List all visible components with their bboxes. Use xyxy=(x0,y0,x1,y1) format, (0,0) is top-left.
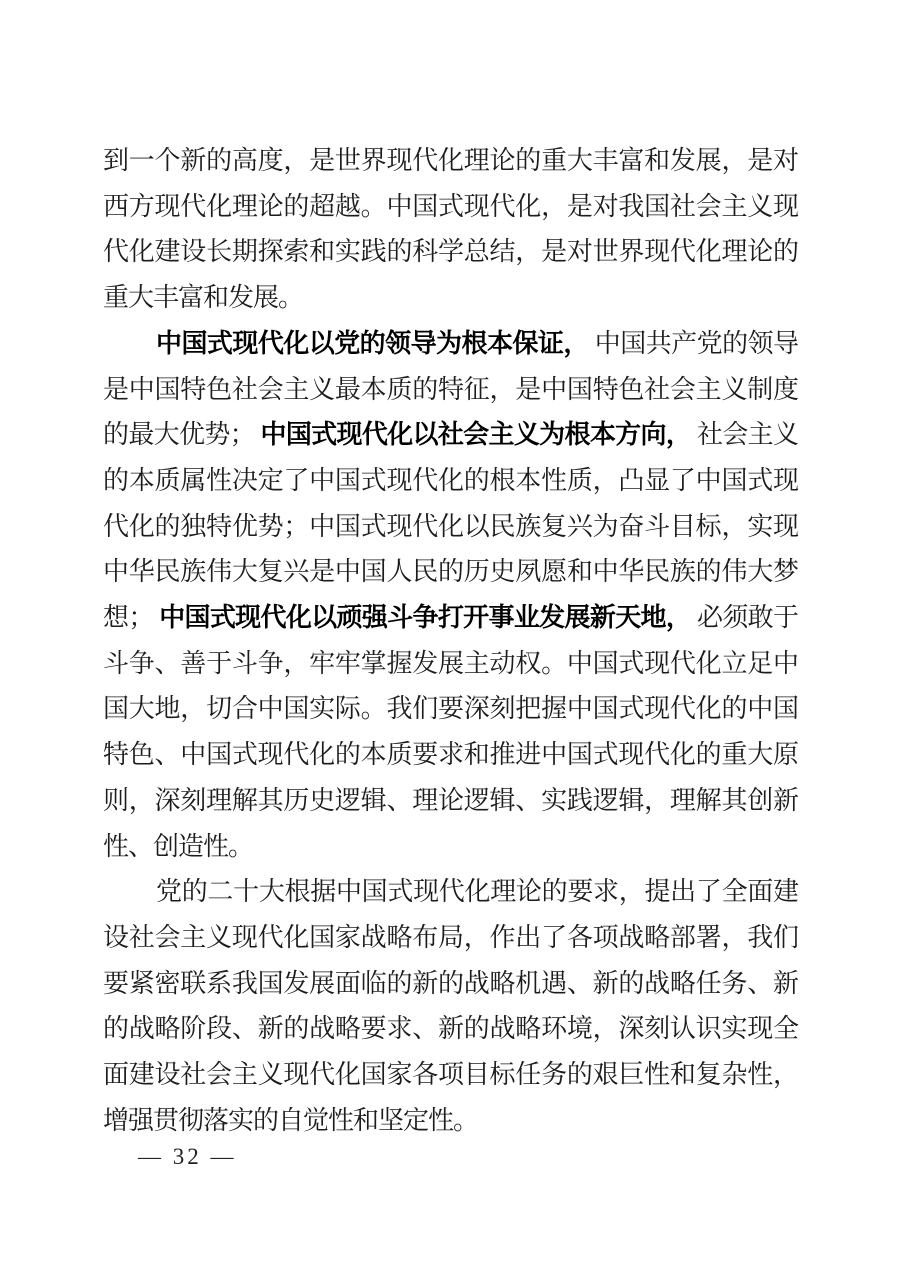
paragraph-text: 党的二十大根据中国式现代化理论的要求，提出了全面建设社会主义现代化国家战略布局，作出了各项战略部署，我们要紧密联系我国发展面临的新的战略机遇、新的战略任务、新的战略阶段、新的战略要求、新的战略环境，深刻认识实现全面建设社会主义现代化国家各项目标任务的艰巨性和复杂性，增强贯彻落实的自觉性和坚定性。 xyxy=(103,877,798,1135)
paragraph xyxy=(103,321,798,869)
paragraph-text: 到一个新的高度，是世界现代化理论的重大丰富和发展，是对西方现代化理论的超越。中国式现代化，是对我国社会主义现代化建设长期探索和实践的科学总结，是对世界现代化理论的重大丰富和发展。 xyxy=(103,146,798,313)
emphasis-text: 中国式现代化以党的领导为根本保证， xyxy=(156,328,589,358)
emphasis-text: 中国式现代化以顽强斗争打开事业发展新天地， xyxy=(159,603,692,633)
paragraph xyxy=(103,869,798,1143)
paragraph-text: 社会主义的本质属性决定了中国式现代化的根本性质，凸显了中国式现代化的独特优势；中国式现代化以民族复兴为奋斗目标，实现中华民族伟大复兴是中国人民的历史夙愿和中华民族的伟大梦想； xyxy=(103,420,798,633)
paragraph-continuation xyxy=(103,138,798,321)
page-number: — 32 — xyxy=(138,1144,237,1169)
paragraph-text: 中国共产党的领导是中国特色社会主义最本质的特征，是中国特色社会主义制度的最大优势； xyxy=(103,328,798,450)
paragraph-text: 必须敢于斗争、善于斗争，牢牢掌握发展主动权。中国式现代化立足中国大地，切合中国实际。我们要深刻把握中国式现代化的中国特色、中国式现代化的本质要求和推进中国式现代化的重大原则，深刻理解其历史逻辑、理论逻辑、实践逻辑，理解其创新性、创造性。 xyxy=(103,603,798,861)
page-body-text xyxy=(103,138,798,1143)
emphasis-text: 中国式现代化以社会主义为根本方向， xyxy=(260,420,692,450)
